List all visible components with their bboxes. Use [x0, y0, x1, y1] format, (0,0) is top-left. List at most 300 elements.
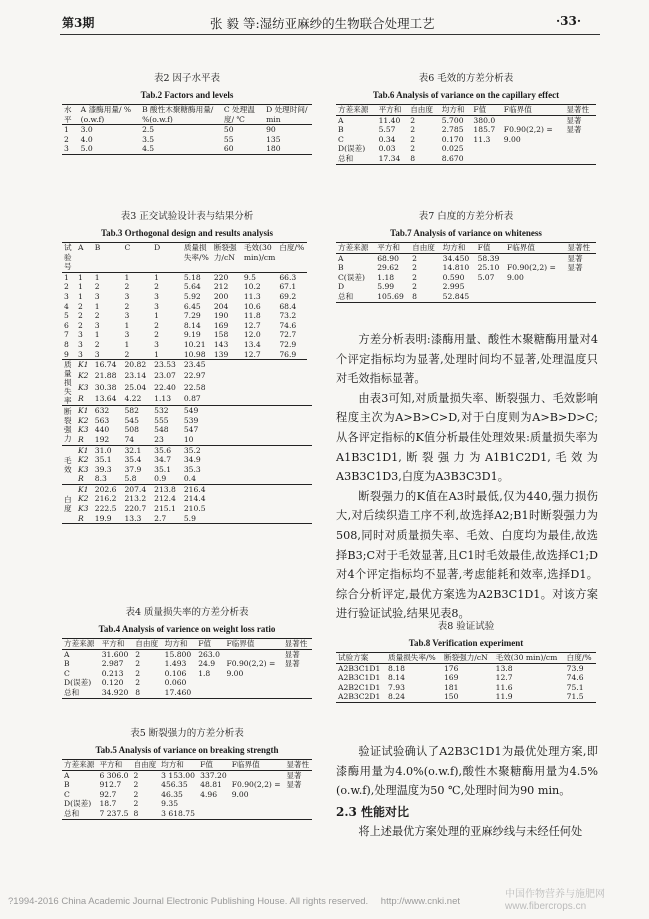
- column-header: 均方和: [163, 639, 197, 650]
- group-label: 断裂强力: [62, 406, 76, 445]
- table-cell: 190: [213, 311, 229, 321]
- empty-cell: [242, 371, 278, 382]
- table-row: [62, 302, 312, 312]
- table-cell: 5.9: [182, 514, 212, 524]
- table-cell: 4.5: [140, 144, 222, 154]
- column-header: F值: [476, 243, 505, 254]
- table-cell: 2: [133, 770, 139, 780]
- table-cell: 显著: [286, 780, 302, 790]
- tab4-table: [62, 638, 312, 699]
- column-header: 断裂强力/cN: [212, 243, 242, 273]
- empty-cell: [242, 455, 278, 465]
- tab2-caption-en: Tab.2 Factors and levels: [140, 90, 234, 100]
- tab3-caption-en: Tab.3 Orthogonal design and results analysis: [100, 228, 274, 238]
- empty-cell: [242, 474, 278, 484]
- table-cell: 539: [183, 415, 199, 425]
- tab8-caption-en: Tab.8 Verification experiment: [408, 638, 524, 648]
- column-header: F值: [471, 105, 501, 116]
- table-cell: 213.8: [154, 484, 176, 494]
- empty-cell: [307, 425, 312, 435]
- header-row: [62, 105, 312, 125]
- table-cell: 4.22: [122, 394, 152, 406]
- table-cell: 10: [182, 435, 212, 445]
- empty-cell: [307, 455, 312, 465]
- table-cell: 23.45: [183, 360, 206, 370]
- empty-cell: [242, 484, 278, 494]
- table-cell: 35.4: [124, 455, 142, 465]
- empty-cell: [277, 455, 307, 465]
- column-header: 质量损失率/%: [386, 653, 442, 664]
- table-cell: 3 153.00: [161, 770, 195, 780]
- table-row: [62, 678, 312, 688]
- empty-cell: [307, 416, 312, 426]
- table-cell: 0.03: [378, 144, 396, 154]
- column-header: F临界值: [224, 639, 282, 650]
- column-header: 平方和: [100, 639, 134, 650]
- table-cell: [230, 799, 285, 809]
- table-cell: [471, 144, 501, 154]
- column-header: F值: [198, 760, 230, 771]
- empty-cell: [212, 394, 242, 406]
- empty-cell: [242, 416, 278, 426]
- table-cell: 12.0: [243, 330, 261, 340]
- table-cell: [564, 135, 596, 145]
- table-row: [336, 292, 596, 302]
- table-cell: [283, 669, 312, 679]
- table-cell: 显著: [567, 253, 583, 263]
- table-cell: 20.82: [124, 360, 147, 370]
- table-cell: 192: [93, 435, 123, 445]
- table-cell: 74: [122, 435, 152, 445]
- table-cell: K1: [78, 406, 89, 416]
- table-cell: 1.18: [377, 272, 395, 282]
- table-cell: 5.92: [183, 291, 201, 301]
- table-cell: 1.8: [198, 668, 211, 678]
- tab2-table: [62, 104, 312, 155]
- empty-cell: [307, 383, 312, 394]
- group-row: [62, 514, 312, 524]
- group-row: [62, 504, 312, 514]
- group-row: [62, 425, 312, 435]
- table-cell: 0.060: [164, 678, 187, 688]
- paragraph-anova-conclusion: 方差分析表明:漆酶用量、酸性木聚糖酶用量对4个评定指标均为显著,处理时间均不显著,处理温度只对毛效指标显著。: [336, 333, 598, 386]
- column-header: 自由度: [408, 105, 440, 116]
- table-cell: [198, 809, 230, 819]
- table-cell: K3: [78, 504, 89, 514]
- table-cell: 0.4: [182, 474, 212, 484]
- column-header: C 处理温度/ ℃: [222, 105, 264, 125]
- table-cell: 13.8: [495, 663, 513, 673]
- table-cell: 13.64: [93, 394, 123, 406]
- table-row: [62, 144, 312, 154]
- group-row: [62, 360, 312, 372]
- table-cell: [564, 144, 596, 154]
- table-cell: 2.995: [442, 282, 465, 292]
- table-cell: 2: [154, 282, 159, 292]
- table-cell: 2: [133, 799, 139, 809]
- table-cell: F0.90(2,2) =: [226, 659, 276, 669]
- table-cell: 35.1: [154, 464, 172, 474]
- table-cell: 7 237.5: [97, 809, 131, 819]
- table-cell: 9.00: [226, 668, 244, 678]
- column-header: 自由度: [133, 639, 162, 650]
- empty-cell: [277, 416, 307, 426]
- table-cell: K1: [78, 484, 89, 494]
- table-cell: 380.0: [473, 115, 496, 125]
- empty-cell: [242, 435, 278, 445]
- table-cell: C(误差): [338, 272, 365, 282]
- table-cell: 3: [64, 291, 69, 301]
- table-cell: [565, 273, 596, 283]
- table-cell: 2: [78, 320, 83, 330]
- table-cell: 1: [94, 330, 100, 340]
- table-cell: 11.3: [243, 291, 261, 301]
- table-cell: 17.34: [377, 154, 409, 164]
- tab2-block: [62, 70, 312, 155]
- table-cell: 1: [94, 272, 100, 282]
- column-header: 白度/%: [565, 653, 596, 664]
- tab7-table: [336, 242, 596, 303]
- table-cell: 5.8: [122, 474, 152, 484]
- table-cell: 3: [93, 350, 123, 360]
- table-cell: 7.93: [388, 682, 405, 692]
- table-cell: K3: [78, 425, 89, 435]
- table-cell: A: [338, 253, 344, 263]
- table-cell: 9.00: [506, 272, 524, 282]
- table-cell: 总和: [62, 688, 100, 698]
- table-cell: 2: [78, 311, 83, 321]
- table-cell: 2: [94, 282, 100, 292]
- empty-cell: [212, 425, 242, 435]
- header-row: [336, 105, 596, 116]
- table-cell: 3: [124, 311, 130, 321]
- empty-cell: [277, 383, 307, 394]
- cnki-link[interactable]: http://www.cnki.net: [380, 896, 460, 907]
- group-row: [62, 455, 312, 465]
- table-cell: 2: [154, 320, 159, 330]
- table-cell: 35.6: [154, 445, 172, 455]
- table-cell: A: [338, 115, 344, 125]
- table-cell: D(误差): [338, 144, 366, 154]
- table-cell: [284, 809, 312, 819]
- table-cell: 1: [64, 272, 69, 282]
- table-cell: 158: [213, 330, 229, 340]
- table-cell: 35.3: [183, 464, 201, 474]
- table-cell: 5.700: [441, 115, 464, 125]
- table-cell: 1.13: [152, 394, 182, 406]
- table-cell: 1: [124, 272, 130, 282]
- table-cell: 2: [410, 115, 416, 125]
- tab6-table: [336, 104, 596, 165]
- tab8-block: [336, 618, 596, 703]
- table-cell: 34.920: [100, 688, 134, 698]
- empty-cell: [242, 494, 278, 504]
- tab5-caption-zh: 表5 断裂强力的方差分析表: [130, 728, 244, 739]
- table-cell: 4.0: [80, 134, 93, 144]
- table-cell: 13.4: [243, 339, 261, 349]
- empty-cell: [277, 465, 307, 475]
- column-header: 平方和: [97, 760, 131, 771]
- table-cell: 显著: [284, 659, 300, 669]
- table-cell: 212.4: [154, 494, 176, 504]
- group-row: [62, 406, 312, 416]
- table-cell: 2.7: [152, 514, 182, 524]
- section-heading: 2.3 性能对比: [336, 804, 410, 819]
- table-cell: 74.6: [279, 320, 297, 330]
- column-header: 平方和: [377, 105, 409, 116]
- table-row: [336, 125, 596, 135]
- table-cell: 3: [94, 291, 100, 301]
- table-cell: 12.7: [243, 320, 261, 330]
- table-cell: 32.1: [124, 445, 142, 455]
- table-cell: 456.35: [161, 780, 188, 790]
- table-cell: 9.5: [243, 272, 256, 282]
- table-cell: A: [64, 770, 70, 780]
- table-cell: 2: [135, 649, 141, 659]
- table-cell: 143: [213, 339, 229, 349]
- table-cell: 67.1: [279, 282, 297, 292]
- table-row: [62, 799, 312, 809]
- table-cell: 68.90: [377, 253, 399, 263]
- table-cell: 7.29: [183, 311, 201, 321]
- table-cell: 12.7: [495, 673, 513, 683]
- empty-cell: [212, 484, 242, 494]
- column-header: B: [93, 243, 123, 273]
- table-cell: 0.106: [164, 668, 187, 678]
- table-cell: 25.04: [124, 382, 147, 392]
- table-cell: 210.5: [183, 504, 206, 514]
- table-cell: 582: [124, 406, 139, 416]
- table-cell: [476, 292, 505, 302]
- table-cell: 30.38: [94, 382, 117, 392]
- column-header: 毛效(30 min)/cm: [494, 653, 565, 664]
- column-header: 方差来源: [62, 760, 97, 771]
- table-row: [62, 125, 312, 135]
- table-cell: 8.14: [183, 320, 201, 330]
- table-row: [336, 683, 596, 693]
- empty-cell: [277, 435, 307, 445]
- table-cell: 0.87: [182, 394, 212, 406]
- table-cell: 8.18: [388, 663, 405, 673]
- table-cell: 34.7: [154, 455, 172, 465]
- tab6-caption-en: Tab.6 Analysis of variance on the capillary effect: [372, 90, 560, 100]
- empty-cell: [212, 455, 242, 465]
- table-cell: [284, 790, 312, 800]
- group-row: [62, 371, 312, 382]
- column-header: 白度/%: [277, 243, 307, 273]
- empty-cell: [277, 514, 307, 524]
- empty-cell: [277, 484, 307, 494]
- header-row: [336, 243, 596, 254]
- table-cell: 2: [133, 780, 139, 790]
- table-cell: 19.9: [93, 514, 123, 524]
- table-cell: [502, 144, 565, 154]
- table-cell: 169: [213, 320, 229, 330]
- table-cell: 25.10: [477, 263, 500, 273]
- body-paragraphs-2: [336, 742, 598, 842]
- column-header: 断裂强力/cN: [442, 653, 494, 664]
- table-row: [62, 809, 312, 819]
- table-cell: K2: [78, 371, 89, 381]
- empty-cell: [242, 394, 278, 406]
- group-label: 毛效: [62, 445, 76, 484]
- table-cell: 50: [223, 125, 234, 135]
- table-cell: 0.025: [441, 144, 464, 154]
- tab3-block: [62, 208, 312, 524]
- table-cell: K1: [78, 360, 89, 370]
- column-header: 方差来源: [336, 243, 375, 254]
- empty-cell: [307, 465, 312, 475]
- table-cell: F0.90(2,2) =: [231, 780, 281, 790]
- table-row: [62, 770, 312, 780]
- tab4-caption-zh: 表4 质量损失率的方差分析表: [125, 607, 249, 618]
- table-cell: R: [76, 394, 93, 406]
- table-cell: [196, 688, 224, 698]
- empty-cell: [277, 360, 307, 372]
- empty-cell: [277, 504, 307, 514]
- empty-cell: [277, 425, 307, 435]
- table-cell: 1: [124, 320, 130, 330]
- table-cell: 3: [78, 330, 83, 340]
- table-cell: 169: [443, 673, 459, 683]
- column-header: 均方和: [159, 760, 198, 771]
- tab5-caption-en: Tab.5 Analysis of variance on breaking strength: [95, 745, 279, 755]
- table-cell: F0.90(2,2) =: [503, 125, 553, 135]
- tab2-caption-zh: 表2 因子水平表: [153, 73, 221, 84]
- column-header: 质量损失率/%: [182, 243, 212, 273]
- table-cell: 215.1: [154, 504, 176, 514]
- empty-cell: [242, 445, 278, 455]
- table-cell: 5.18: [183, 272, 201, 282]
- table-cell: 555: [154, 415, 169, 425]
- table-cell: 4.96: [200, 789, 218, 799]
- empty-cell: [212, 465, 242, 475]
- header-row: [336, 653, 596, 664]
- header-row: [62, 760, 312, 771]
- table-cell: 37.9: [124, 464, 142, 474]
- table-cell: B: [338, 125, 344, 135]
- table-cell: 220: [213, 272, 229, 282]
- table-cell: 74.6: [566, 673, 584, 683]
- table-cell: [471, 154, 501, 164]
- table-cell: 185.7: [473, 125, 496, 135]
- column-header: 显著性: [283, 639, 312, 650]
- table-cell: 1: [78, 282, 83, 292]
- table-cell: 39.3: [94, 464, 112, 474]
- table-cell: 68.4: [279, 301, 297, 311]
- table-cell: 10.2: [243, 282, 261, 292]
- table-cell: 200: [213, 291, 229, 301]
- empty-cell: [307, 371, 312, 382]
- table-cell: 5.57: [378, 125, 396, 135]
- empty-cell: [307, 360, 312, 372]
- group-row: [62, 494, 312, 504]
- table-cell: K2: [78, 494, 89, 504]
- body-paragraphs: [336, 330, 598, 624]
- table-cell: 216.2: [94, 494, 117, 504]
- table-cell: 181: [443, 682, 459, 692]
- table-cell: 549: [183, 406, 199, 416]
- table-cell: 9.00: [231, 789, 249, 799]
- table-cell: 2.987: [101, 659, 124, 669]
- tab3-table: [62, 242, 312, 524]
- issue-number: 第3期: [62, 16, 95, 30]
- table-cell: B: [338, 263, 344, 273]
- table-cell: A2B3C2D1: [336, 692, 386, 702]
- table-cell: [502, 154, 565, 164]
- tab6-caption-zh: 表6 毛效的方差分析表: [418, 73, 514, 84]
- table-cell: 3: [78, 339, 83, 349]
- table-cell: 34.450: [442, 253, 470, 263]
- tab5-block: [62, 725, 312, 820]
- header-rule: [60, 34, 600, 35]
- table-row: [336, 273, 596, 283]
- table-cell: 6: [64, 320, 69, 330]
- table-cell: 8: [410, 292, 441, 302]
- table-cell: 2: [135, 659, 141, 669]
- empty-cell: [307, 435, 312, 445]
- table-cell: 13.3: [122, 514, 152, 524]
- empty-cell: [242, 504, 278, 514]
- empty-cell: [212, 406, 242, 416]
- column-header: 自由度: [410, 243, 441, 254]
- empty-cell: [242, 360, 278, 372]
- table-cell: 2: [135, 668, 141, 678]
- table-cell: A: [64, 649, 70, 659]
- table-cell: 0.213: [101, 668, 124, 678]
- group-row: [62, 383, 312, 394]
- table-cell: 1: [78, 272, 83, 282]
- table-cell: 3: [124, 330, 130, 340]
- column-header: C: [122, 243, 152, 273]
- table-cell: D: [338, 282, 345, 292]
- table-cell: 2: [412, 253, 417, 263]
- group-label: 白度: [62, 484, 76, 523]
- table-cell: 11.8: [243, 311, 261, 321]
- table-cell: [196, 678, 224, 688]
- table-cell: [505, 253, 565, 263]
- table-cell: 3: [124, 291, 130, 301]
- table-cell: 9.35: [161, 799, 179, 809]
- table-cell: [230, 809, 285, 819]
- table-row: [62, 659, 312, 669]
- group-label: 质量损失率: [62, 360, 76, 406]
- table-cell: 23: [152, 435, 182, 445]
- table-cell: C: [64, 789, 70, 799]
- table-cell: 21.88: [94, 371, 117, 381]
- table-cell: 9.00: [503, 134, 521, 144]
- table-cell: 8: [64, 339, 69, 349]
- table-cell: 22.58: [183, 382, 206, 392]
- table-row: [336, 663, 596, 673]
- table-cell: 0.34: [378, 134, 396, 144]
- empty-cell: [277, 406, 307, 416]
- empty-cell: [212, 371, 242, 382]
- empty-cell: [242, 465, 278, 475]
- table-cell: 0.590: [442, 272, 465, 282]
- table-cell: 10.21: [183, 339, 206, 349]
- paragraph-verification: 验证试验确认了A2B3C1D1为最优处理方案,即漆酶用量为4.0%(o.w.f),酸性木聚糖酶用量为4.5%(o.w.f),处理温度为50 ℃,处理时间为90 min。: [336, 745, 598, 798]
- table-cell: 11.3: [473, 134, 491, 144]
- table-row: [336, 282, 596, 292]
- table-cell: 3.0: [80, 125, 93, 135]
- table-cell: A2B3C1D1: [338, 663, 381, 673]
- table-cell: 1.493: [164, 659, 187, 669]
- table-cell: 2: [124, 301, 130, 311]
- table-cell: 16.74: [94, 360, 117, 370]
- table-cell: 34.9: [183, 455, 201, 465]
- table-cell: 76.9: [277, 350, 307, 360]
